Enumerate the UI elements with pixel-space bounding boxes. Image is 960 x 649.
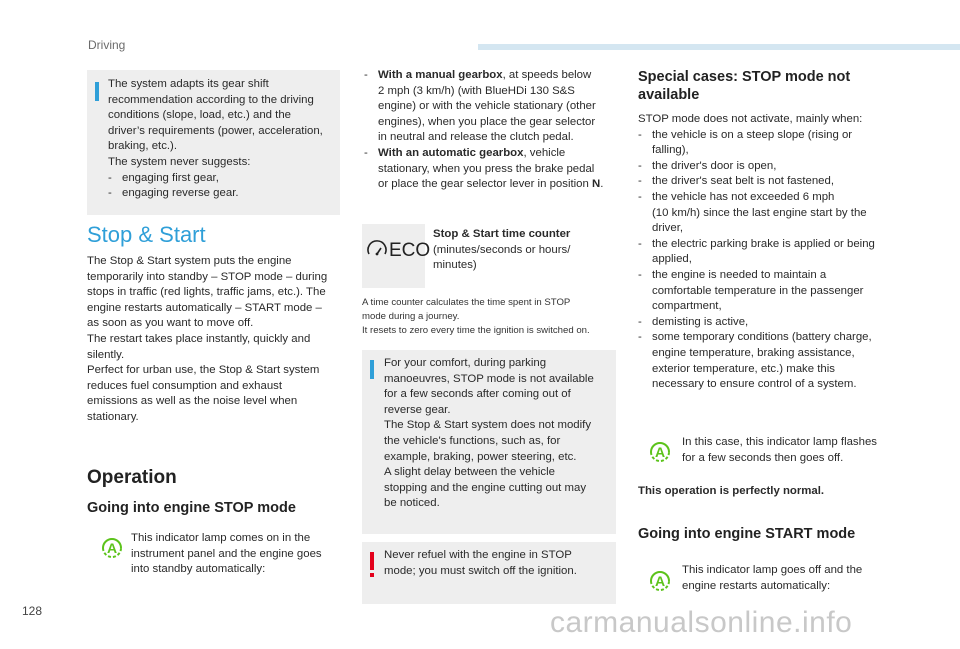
list-item: - some temporary conditions (battery charge, engine temperature, braking assistance, exterior temperature, etc.) make this necessary to ensure control of a system. [638, 331, 872, 391]
comfort-note-text: For your comfort, during parking manoeuvres, STOP mode is not available for a few seconds after coming out of reverse gear. The Stop & Start system does not modify the vehicle's functions, such as, for example, braking, power steering, etc. A slight delay between the vehicle stopping and the engine cutting out may be noticed. [384, 357, 594, 510]
info-marker-icon [95, 82, 99, 101]
stop-lamp-icon [100, 537, 124, 559]
list-item: - the vehicle has not exceeded 6 mph (10 km/h) since the last engine start by the driver, [638, 190, 867, 235]
warning-dot [370, 573, 374, 577]
normal-operation-text: This operation is perfectly normal. [638, 485, 825, 497]
note-line: The system adapts its gear shift [108, 78, 269, 90]
start-mode-title: Going into engine START mode [638, 526, 856, 542]
special-cases-title: Special cases: STOP mode not available [638, 69, 851, 103]
list-item: - the driver's door is open, [638, 159, 777, 172]
start-lamp-text: This indicator lamp goes off and the engine restarts automatically: [682, 564, 863, 592]
list-item: - the engine is needed to maintain a comfortable temperature in the passenger compartment, [638, 268, 864, 313]
note-line: The system never suggests: [108, 155, 251, 168]
flash-text: In this case, this indicator lamp flashes for a few seconds then goes off. [682, 436, 877, 464]
note-item: - engaging first gear, [108, 171, 219, 184]
special-cases-list: STOP mode does not activate, mainly when: - the vehicle is on a steep slope (rising or falling), - the driver's door is open, - the driver's seat belt is not fastened, - the vehicle has not exceeded 6 mph (10 km/h) since the last engine start by the driver, - the electric parking brake is applied or being applied, - the engine is needed to maintain a comfortable temperature in the passenger compartment, - demisting is active, - some temporary conditions (battery charge, engine temperature, braking assistance, exterior temperature, etc.) make this necessary to ensure control of a system. [638, 112, 900, 393]
list-item: - the electric parking brake is applied or being applied, [638, 237, 875, 266]
counter-note: A time counter calculates the time spent in STOP mode during a journey. It resets to zero every time the ignition is switched on. [362, 297, 590, 336]
eco-label: ECO [389, 240, 431, 261]
header-bar [478, 44, 960, 50]
gearbox-conditions: - With a manual gearbox, at speeds below 2 mph (3 km/h) (with BlueHDi 130 S&S engine) or with the vehicle stationary (other engines), when you place the gear selector in neutral and release the clutch pedal. - With an automatic gearbox, vehicle stationary, when you press the brake pedal or place the gear selector lever in position N. [364, 68, 622, 193]
automatic-gearbox-item: - With an automatic gearbox, vehicle [364, 146, 566, 159]
note-line: recommendation according to the driving [108, 93, 314, 106]
info-marker-icon [370, 360, 374, 379]
section-header: Driving [88, 38, 126, 52]
page-number: 128 [22, 604, 43, 618]
svg-text:A: A [654, 444, 666, 460]
note-line: conditions (slope, load, etc.) and the [108, 109, 291, 122]
gear-note-text [108, 77, 340, 202]
note-item: - engaging reverse gear. [108, 187, 239, 200]
list-item: - the vehicle is on a steep slope (rising or falling), [638, 128, 853, 157]
list-item: - demisting is active, [638, 315, 749, 328]
watermark: carmanualsonline.info [550, 606, 853, 639]
warning-marker-icon [370, 552, 374, 570]
counter-description: Stop & Start time counter (minutes/seconds or hours/ minutes) [433, 228, 571, 272]
stop-lamp-text: This indicator lamp comes on in the instrument panel and the engine goes into standby automatically: [131, 532, 322, 576]
refuel-warning-text: Never refuel with the engine in STOP mode; you must switch off the ignition. [384, 549, 577, 577]
list-item: - the driver's seat belt is not fastened, [638, 175, 834, 188]
stop-start-title: Stop & Start [87, 222, 206, 247]
manual-gearbox-item: - With a manual gearbox, at speeds below [364, 69, 592, 81]
svg-text:A: A [654, 573, 666, 589]
flashing-lamp-icon [648, 441, 672, 463]
stop-start-intro: The Stop & Start system puts the engine temporarily into standby – STOP mode – during stops in traffic (red lights, traffic jams, etc.). The engine restarts automatically – START mode – as soon as you want to move off. The restart takes place instantly, quickly and silently. Perfect for urban use, the Stop & Start system reduces fuel consumption and exhaust emissions as well as the noise level when stationary. [87, 255, 328, 423]
note-line: driver’s requirements (power, acceleration, [108, 124, 323, 137]
operation-title: Operation [87, 467, 177, 488]
start-lamp-icon [648, 570, 672, 592]
stop-mode-title: Going into engine STOP mode [87, 500, 296, 516]
note-line: braking, etc.). [108, 140, 178, 153]
svg-text:A: A [106, 540, 118, 556]
